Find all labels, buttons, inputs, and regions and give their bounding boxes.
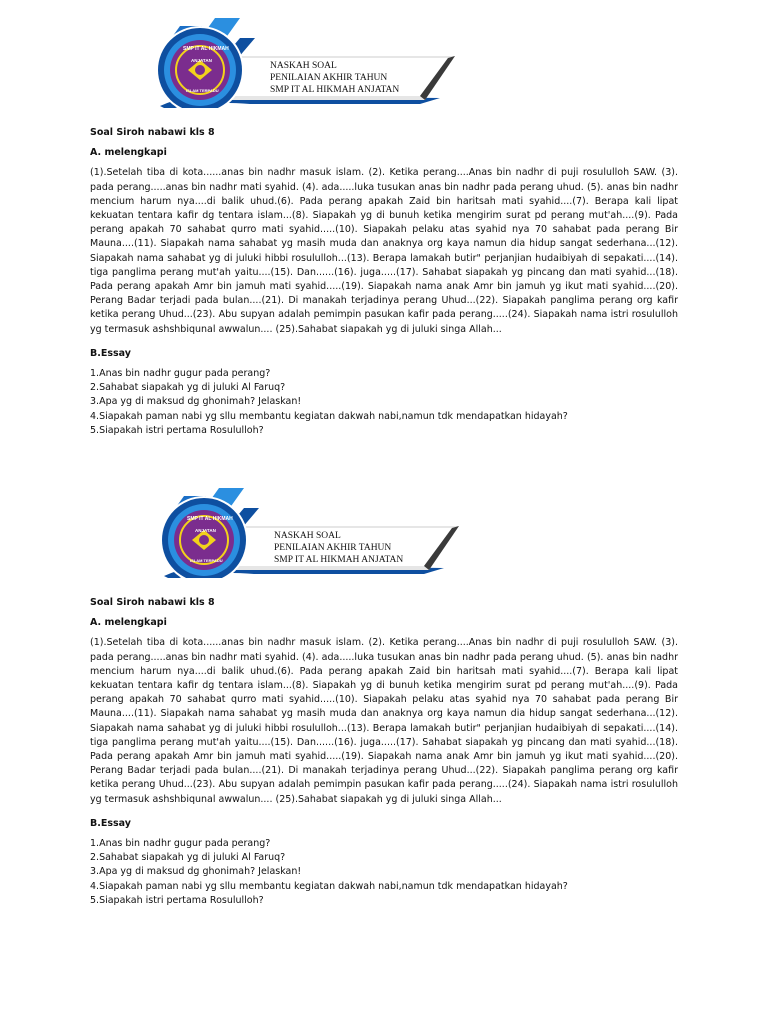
section-b-heading: B.Essay xyxy=(90,817,131,829)
exam-header xyxy=(124,488,464,578)
essay-question: 2.Sahabat siapakah yg di juluki Al Faruq? xyxy=(90,382,286,394)
banner-text xyxy=(274,530,403,566)
essay-question: 3.Apa yg di maksud dg ghonimah? Jelaskan! xyxy=(90,866,302,878)
logo-text-mid: ANJATAN xyxy=(195,528,216,533)
essay-question: 5.Siapakah istri pertama Rosululloh? xyxy=(90,894,264,906)
essay-question: 5.Siapakah istri pertama Rosululloh? xyxy=(90,424,264,436)
essay-question: 3.Apa yg di maksud dg ghonimah? Jelaskan! xyxy=(90,396,302,408)
essay-list xyxy=(90,837,678,908)
section-a-paragraph: (1).Setelah tiba di kota......anas bin nadhr masuk islam. (2). Ketika perang....Anas bin nadhr di puji rosululloh SAW. (3). pada perang.....anas bin nadhr mati syahid. (4). ada.....luka tusukan anas bin nadhr pada perang uhud. (5). anas bin nadhr mencium harum nya....di balik uhud.(6). Pada perang apakah Zaid bin haritsah mati syahid....(7). Berapa kali lipat kekuatan tentara kafir dg tentara islam...(8). Siapakah yg di bunuh ketika mengirim surat pd perang mut'ah....(9). Pada perang apakah 70 sahabat qurro mati syahid.....(10). Siapakah pelaku atas syahid nya 70 sahabat pada perang Bir Mauna....(11). Siapakah nama sahabat yg masih muda dan anaknya org kaya namun dia hidup sangat sederhana...(12). Siapakah nama sahabat yg di juluki hibbi rosululloh...(13). Berapa lamakah butir" perjanjian hudaibiyah di sepakati....(14). tiga panglima perang mut'ah yaitu....(15). Dan......(16). juga.....(17). Sahabat siapakah yg pincang dan mati syahid...(18). Pada perang apakah Amr bin jamuh mati syahid.....(19). Siapakah nama anak Amr bin jamuh yg ikut mati syahid....(20). Perang Badar terjadi pada bulan....(21). Di manakah terjadinya perang Uhud...(22). Siapakah panglima perang org kafir ketika perang Uhud...(23). Abu supyan adalah pemimpin pasukan kafir pada perang.....(24). Siapakah nama istri rosululloh yg termasuk ashshbiqunal awwalun.... (25).Sahabat siapakah yg di juluki singa Allah... xyxy=(90,637,678,805)
essay-question: 1.Anas bin nadhr gugur pada perang? xyxy=(90,368,271,380)
banner-line-2: PENILAIAN AKHIR TAHUN xyxy=(274,543,392,553)
banner-line-1: NASKAH SOAL xyxy=(274,531,341,541)
exam-content xyxy=(90,126,678,438)
logo-text-top: SMP IT AL HIKMAH xyxy=(183,46,229,52)
essay-question: 1.Anas bin nadhr gugur pada perang? xyxy=(90,838,271,850)
essay-question: 2.Sahabat siapakah yg di juluki Al Faruq? xyxy=(90,852,286,864)
banner-text xyxy=(270,60,399,96)
logo-text-bottom: ISLAM TERPADU xyxy=(186,88,219,93)
banner-line-3: SMP IT AL HIKMAH ANJATAN xyxy=(274,555,404,565)
logo-text-bottom: ISLAM TERPADU xyxy=(190,558,223,563)
essay-list xyxy=(90,367,678,438)
exam-content xyxy=(90,596,678,908)
section-a-heading: A. melengkapi xyxy=(90,147,167,159)
exam-header xyxy=(120,18,460,108)
exam-title: Soal Siroh nabawi kls 8 xyxy=(90,127,215,138)
essay-question: 4.Siapakah paman nabi yg sllu membantu kegiatan dakwah nabi,namun tdk mendapatkan hidayah? xyxy=(90,410,568,422)
section-a-heading: A. melengkapi xyxy=(90,617,167,629)
section-a-paragraph: (1).Setelah tiba di kota......anas bin nadhr masuk islam. (2). Ketika perang....Anas bin nadhr di puji rosululloh SAW. (3). pada perang.....anas bin nadhr mati syahid. (4). ada.....luka tusukan anas bin nadhr pada perang uhud. (5). anas bin nadhr mencium harum nya....di balik uhud.(6). Pada perang apakah Zaid bin haritsah mati syahid....(7). Berapa kali lipat kekuatan tentara kafir dg tentara islam...(8). Siapakah yg di bunuh ketika mengirim surat pd perang mut'ah....(9). Pada perang apakah 70 sahabat qurro mati syahid.....(10). Siapakah pelaku atas syahid nya 70 sahabat pada perang Bir Mauna....(11). Siapakah nama sahabat yg masih muda dan anaknya org kaya namun dia hidup sangat sederhana...(12). Siapakah nama sahabat yg di juluki hibbi rosululloh...(13). Berapa lamakah butir" perjanjian hudaibiyah di sepakati....(14). tiga panglima perang mut'ah yaitu....(15). Dan......(16). juga.....(17). Sahabat siapakah yg pincang dan mati syahid...(18). Pada perang apakah Amr bin jamuh mati syahid.....(19). Siapakah nama anak Amr bin jamuh yg ikut mati syahid....(20). Perang Badar terjadi pada bulan....(21). Di manakah terjadinya perang Uhud...(22). Siapakah panglima perang org kafir ketika perang Uhud...(23). Abu supyan adalah pemimpin pasukan kafir pada perang.....(24). Siapakah nama istri rosululloh yg termasuk ashshbiqunal awwalun.... (25).Sahabat siapakah yg di juluki singa Allah... xyxy=(90,167,678,335)
logo-text-mid: ANJATAN xyxy=(191,58,212,63)
banner-line-1: NASKAH SOAL xyxy=(270,61,337,71)
banner-line-2: PENILAIAN AKHIR TAHUN xyxy=(270,73,388,83)
banner-line-3: SMP IT AL HIKMAH ANJATAN xyxy=(270,85,400,95)
section-b-heading: B.Essay xyxy=(90,347,131,359)
essay-question: 4.Siapakah paman nabi yg sllu membantu kegiatan dakwah nabi,namun tdk mendapatkan hidayah? xyxy=(90,880,568,892)
exam-title: Soal Siroh nabawi kls 8 xyxy=(90,597,215,608)
logo-text-top: SMP IT AL HIKMAH xyxy=(187,516,233,522)
